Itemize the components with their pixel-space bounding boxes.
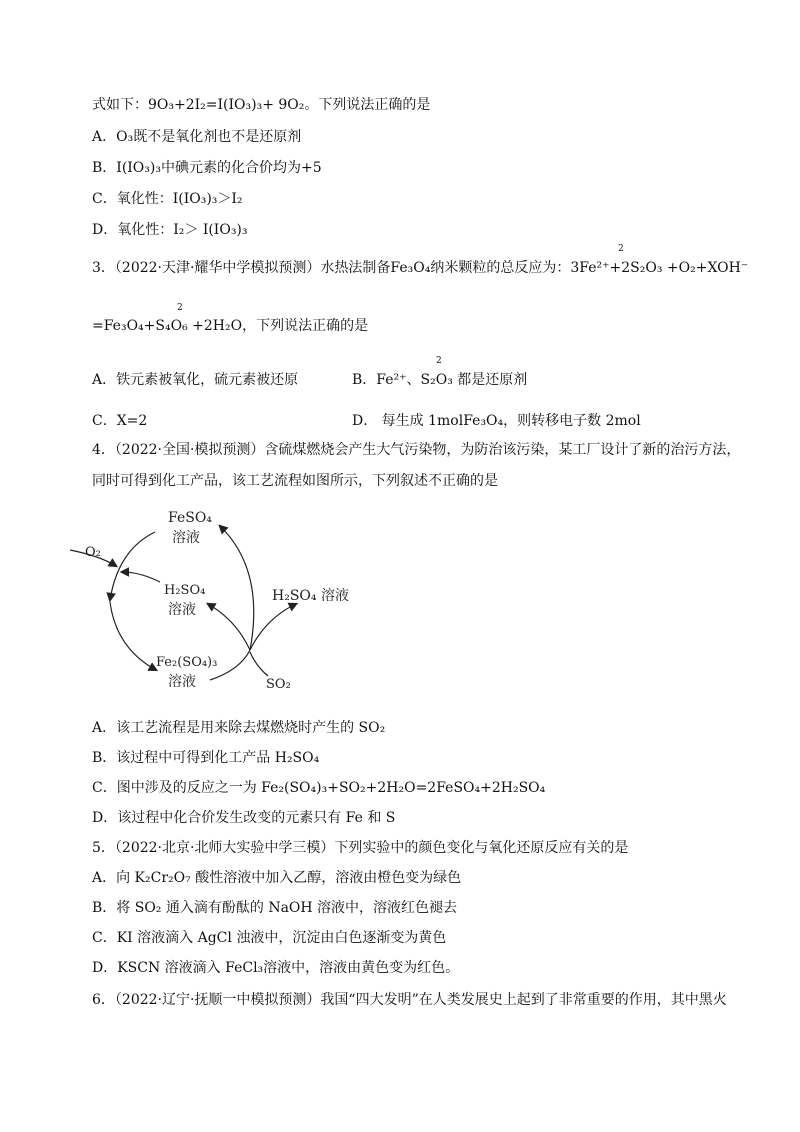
q5-stem: 5．（2022·北京·北师大实验中学三模）下列实验中的颜色变化与氧化还原反应有关的是 [92,840,629,856]
label-h2so4-inner-solution: 溶液 [168,602,196,618]
q3-option-d: D． 每生成 1molFe₃O₄，则转移电子数 2mol [352,413,641,429]
q2-option-d: D．氧化性：I₂＞ I(IO₃)₃ [92,222,248,238]
arrow-to-h2so4-inner [208,604,250,650]
q4-option-c: C．图中涉及的反应之一为 Fe₂(SO₄)₃+SO₂+2H₂O=2FeSO₄+2H₂SO₄ [92,780,546,796]
arrow-left-down [110,602,156,670]
q4-option-d: D．该过程中化合价发生改变的元素只有 Fe 和 S [92,810,396,826]
q5-option-d: D．KSCN 溶液滴入 FeCl₃溶液中，溶液由黄色变为红色。 [92,960,460,976]
arrow-to-feso4 [220,526,254,650]
q2-option-c: C．氧化性：I(IO₃)₃＞I₂ [92,191,243,207]
q2-intro: 式如下：9O₃+2I₂=I(IO₃)₃+ 9O₂。下列说法正确的是 [92,97,431,113]
q5-option-b: B．将 SO₂ 通入滴有酚酞的 NaOH 溶液中，溶液红色褪去 [92,900,458,916]
q3-charge-3: 2 [436,356,442,366]
q3-option-c: C．X=2 [92,413,148,429]
arrow-feso4-down [110,532,155,600]
q2-option-b: B．I(IO₃)₃中碘元素的化合价均为+5 [92,160,322,176]
q4-option-b: B．该过程中可得到化工产品 H₂SO₄ [92,750,320,766]
label-feso4: FeSO₄ [168,510,212,526]
q6-stem: 6．（2022·辽宁·抚顺一中模拟预测）我国“四大发明”在人类发展史上起到了非常重要的作用，其中黑火 [92,992,727,1008]
label-h2so4-inner: H₂SO₄ [164,583,206,598]
q3-stem-line1: 3．（2022·天津·耀华中学模拟预测）水热法制备Fe₃O₄纳米颗粒的总反应为：3Fe²⁺+2S₂O₃ +O₂+XOH⁻ [92,260,749,276]
q4-option-a: A．该工艺流程是用来除去煤燃烧时产生的 SO₂ [92,720,386,736]
label-so2: SO₂ [266,677,291,692]
q4-stem-line2: 同时可得到化工产品，该工艺流程如图所示，下列叙述不正确的是 [92,473,498,489]
q3-option-b: B．Fe²⁺、S₂O₃ 都是还原剂 [352,372,528,388]
q5-option-a: A．向 K₂Cr₂O₇ 酸性溶液中加入乙醇，溶液由橙色变为绿色 [92,870,462,886]
arrow-to-h2so4-product [250,604,296,650]
label-fe2so43-solution: 溶液 [168,674,196,690]
arrow-so2-in [250,652,268,676]
label-fe2so43: Fe₂(SO₄)₃ [156,655,218,670]
q5-option-c: C．KI 溶液滴入 AgCl 浊液中，沉淀由白色逐渐变为黄色 [92,930,447,946]
q2-option-a: A．O₃既不是氧化剂也不是还原剂 [92,129,302,145]
q3-charge-2: 2 [177,303,183,313]
process-flow-diagram [60,500,380,700]
q3-option-a: A．铁元素被氧化，硫元素被还原 [92,372,299,388]
q4-stem-line1: 4．（2022·全国·模拟预测）含硫煤燃烧会产生大气污染物，为防治该污染，某工厂设计了新的治污方法， [92,442,741,458]
arrow-h2so4-recycle [122,572,160,582]
label-o2: O₂ [85,545,101,560]
q3-charge-1: 2 [618,244,624,254]
label-h2so4-product: H₂SO₄ 溶液 [272,588,349,604]
q3-stem-line2: =Fe₃O₄+S₄O₆ +2H₂O，下列说法正确的是 [92,318,369,334]
label-feso4-solution: 溶液 [172,530,200,546]
